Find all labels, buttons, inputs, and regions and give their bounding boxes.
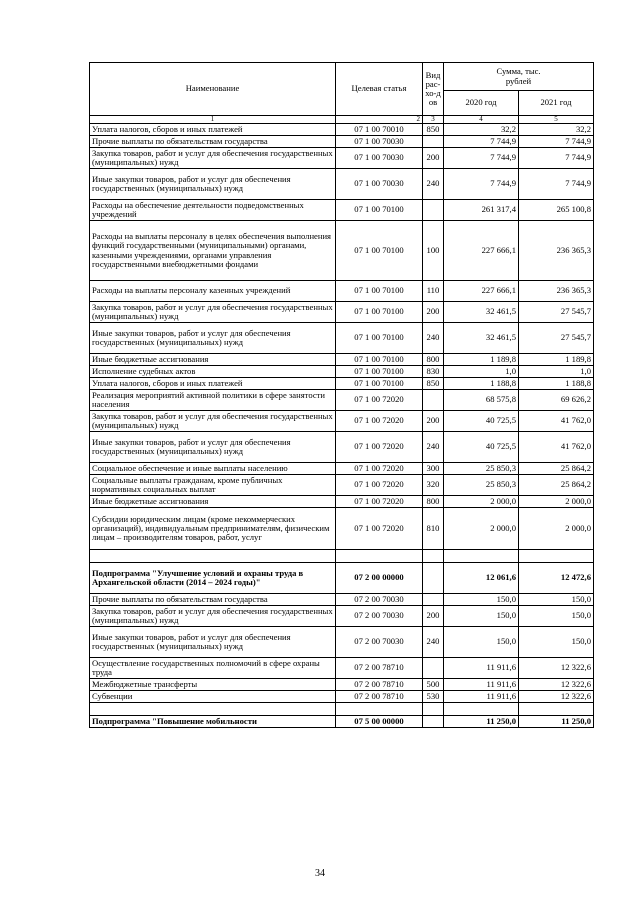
row-expense-kind — [423, 658, 444, 679]
row-amount-2021: 150,0 — [519, 606, 594, 627]
row-amount-2020: 11 911,6 — [444, 691, 519, 703]
row-name: Расходы на выплаты персоналу в целях обеспечения выполнения функций государственными (муниципальными) органами, казенными учреждениями, органами управления государственными внебюджетными фондами — [90, 221, 336, 281]
row-name: Закупка товаров, работ и услуг для обеспечения государственных (муниципальных) нужд — [90, 302, 336, 323]
row-amount-2021: 41 762,0 — [519, 432, 594, 463]
row-amount-2020: 12 061,6 — [444, 563, 519, 594]
row-target-code: 07 1 00 70030 — [336, 169, 423, 200]
table-row — [90, 627, 594, 658]
row-expense-kind: 320 — [423, 475, 444, 496]
row-amount-2020: 32 461,5 — [444, 323, 519, 354]
table-row — [90, 136, 594, 148]
row-target-code: 07 1 00 70100 — [336, 354, 423, 366]
row-amount-2021: 12 322,6 — [519, 658, 594, 679]
row-expense-kind: 200 — [423, 411, 444, 432]
table-body — [90, 124, 594, 728]
row-name: Прочие выплаты по обязательствам государства — [90, 136, 336, 148]
row-amount-2020: 32,2 — [444, 124, 519, 136]
row-amount-2020: 1,0 — [444, 366, 519, 378]
row-target-code: 07 1 00 72020 — [336, 508, 423, 550]
row-amount-2021: 150,0 — [519, 627, 594, 658]
row-name: Закупка товаров, работ и услуг для обеспечения государственных (муниципальных) нужд — [90, 606, 336, 627]
header-target: Целевая статья — [336, 63, 423, 116]
table-row — [90, 124, 594, 136]
row-name: Иные закупки товаров, работ и услуг для обеспечения государственных (муниципальных) нужд — [90, 169, 336, 200]
row-amount-2020: 2 000,0 — [444, 496, 519, 508]
row-target-code: 07 1 00 72020 — [336, 432, 423, 463]
table-row — [90, 594, 594, 606]
row-name: Реализация мероприятий активной политики в сфере занятости населения — [90, 390, 336, 411]
col-number-1: 1 — [90, 116, 336, 124]
row-amount-2021: 7 744,9 — [519, 169, 594, 200]
row-amount-2021: 1,0 — [519, 366, 594, 378]
row-name: Иные закупки товаров, работ и услуг для обеспечения государственных (муниципальных) нужд — [90, 627, 336, 658]
row-amount-2020: 25 850,3 — [444, 463, 519, 475]
row-expense-kind: 200 — [423, 148, 444, 169]
row-amount-2021: 27 545,7 — [519, 323, 594, 354]
row-amount-2020: 1 188,8 — [444, 378, 519, 390]
row-name: Иные бюджетные ассигнования — [90, 354, 336, 366]
table-row — [90, 563, 594, 594]
row-amount-2020: 11 911,6 — [444, 679, 519, 691]
row-amount-2021: 7 744,9 — [519, 148, 594, 169]
blank-cell — [519, 703, 594, 716]
row-amount-2021: 12 322,6 — [519, 691, 594, 703]
row-target-code: 07 2 00 78710 — [336, 679, 423, 691]
row-expense-kind: 530 — [423, 691, 444, 703]
row-target-code: 07 2 00 00000 — [336, 563, 423, 594]
row-amount-2021: 7 744,9 — [519, 136, 594, 148]
row-target-code: 07 1 00 70030 — [336, 148, 423, 169]
row-target-code: 07 1 00 72020 — [336, 475, 423, 496]
row-amount-2020: 150,0 — [444, 627, 519, 658]
row-name: Подпрограмма "Повышение мобильности — [90, 716, 336, 728]
table-row — [90, 411, 594, 432]
blank-cell — [444, 550, 519, 563]
row-name: Иные бюджетные ассигнования — [90, 496, 336, 508]
row-expense-kind: 200 — [423, 302, 444, 323]
table-row — [90, 496, 594, 508]
row-name: Социальные выплаты гражданам, кроме публичных нормативных социальных выплат — [90, 475, 336, 496]
row-target-code: 07 1 00 72020 — [336, 411, 423, 432]
row-amount-2021: 27 545,7 — [519, 302, 594, 323]
header-year-2021: 2021 год — [519, 91, 594, 116]
row-amount-2020: 227 666,1 — [444, 281, 519, 302]
header-row-top — [90, 63, 594, 91]
row-expense-kind: 800 — [423, 496, 444, 508]
row-amount-2020: 25 850,3 — [444, 475, 519, 496]
row-target-code: 07 2 00 70030 — [336, 594, 423, 606]
row-amount-2020: 68 575,8 — [444, 390, 519, 411]
table-row — [90, 390, 594, 411]
table-row — [90, 658, 594, 679]
row-name: Закупка товаров, работ и услуг для обеспечения государственных (муниципальных) нужд — [90, 411, 336, 432]
row-target-code: 07 1 00 70100 — [336, 366, 423, 378]
row-expense-kind: 500 — [423, 679, 444, 691]
table-row — [90, 148, 594, 169]
row-amount-2021: 25 864,2 — [519, 463, 594, 475]
blank-cell — [336, 703, 423, 716]
row-amount-2020: 7 744,9 — [444, 169, 519, 200]
row-expense-kind: 200 — [423, 606, 444, 627]
row-target-code: 07 1 00 70100 — [336, 323, 423, 354]
row-expense-kind — [423, 136, 444, 148]
row-expense-kind: 240 — [423, 432, 444, 463]
row-name: Исполнение судебных актов — [90, 366, 336, 378]
table-row — [90, 378, 594, 390]
row-amount-2021: 1 189,8 — [519, 354, 594, 366]
row-target-code: 07 1 00 70030 — [336, 136, 423, 148]
table-row — [90, 432, 594, 463]
blank-cell — [90, 703, 336, 716]
row-target-code: 07 2 00 70030 — [336, 606, 423, 627]
row-target-code: 07 1 00 72020 — [336, 390, 423, 411]
row-amount-2020: 7 744,9 — [444, 148, 519, 169]
row-expense-kind: 110 — [423, 281, 444, 302]
table-row — [90, 475, 594, 496]
row-name: Иные закупки товаров, работ и услуг для обеспечения государственных (муниципальных) нужд — [90, 432, 336, 463]
header-kind: Вид рас-хо-дов — [423, 63, 444, 116]
blank-cell — [519, 550, 594, 563]
table-row — [90, 200, 594, 221]
blank-cell — [423, 703, 444, 716]
row-amount-2020: 1 189,8 — [444, 354, 519, 366]
budget-table-page — [89, 62, 593, 728]
col-number-5: 5 — [519, 116, 594, 124]
row-amount-2021: 1 188,8 — [519, 378, 594, 390]
row-name: Подпрограмма "Улучшение условий и охраны труда в Архангельской области (2014 – 2024 годы)" — [90, 563, 336, 594]
row-expense-kind: 850 — [423, 124, 444, 136]
row-name: Уплата налогов, сборов и иных платежей — [90, 124, 336, 136]
row-amount-2021: 69 626,2 — [519, 390, 594, 411]
table-row — [90, 354, 594, 366]
table-row — [90, 606, 594, 627]
header-sum: Сумма, тыс. рублей — [444, 63, 594, 91]
table-row — [90, 691, 594, 703]
row-expense-kind: 240 — [423, 323, 444, 354]
row-amount-2020: 32 461,5 — [444, 302, 519, 323]
table-row — [90, 323, 594, 354]
row-target-code: 07 1 00 70100 — [336, 378, 423, 390]
row-amount-2021: 2 000,0 — [519, 508, 594, 550]
row-amount-2021: 12 322,6 — [519, 679, 594, 691]
row-name: Субвенции — [90, 691, 336, 703]
row-amount-2020: 11 250,0 — [444, 716, 519, 728]
table-row — [90, 221, 594, 281]
row-target-code: 07 1 00 70100 — [336, 200, 423, 221]
blank-cell — [336, 550, 423, 563]
row-amount-2021: 236 365,3 — [519, 281, 594, 302]
row-name: Иные закупки товаров, работ и услуг для обеспечения государственных (муниципальных) нужд — [90, 323, 336, 354]
blank-cell — [444, 703, 519, 716]
table-row — [90, 281, 594, 302]
row-target-code: 07 1 00 70100 — [336, 221, 423, 281]
row-amount-2021: 25 864,2 — [519, 475, 594, 496]
row-expense-kind — [423, 200, 444, 221]
row-name: Субсидии юридическим лицам (кроме некоммерческих организаций), индивидуальным предпринимателям, физическим лицам – производителям товаров, работ, услуг — [90, 508, 336, 550]
blank-cell — [423, 550, 444, 563]
blank-cell — [90, 550, 336, 563]
table-row — [90, 508, 594, 550]
row-name: Межбюджетные трансферты — [90, 679, 336, 691]
row-amount-2020: 7 744,9 — [444, 136, 519, 148]
row-amount-2021: 150,0 — [519, 594, 594, 606]
table-row — [90, 169, 594, 200]
row-expense-kind: 240 — [423, 169, 444, 200]
row-amount-2020: 40 725,5 — [444, 432, 519, 463]
row-expense-kind: 810 — [423, 508, 444, 550]
row-expense-kind: 240 — [423, 627, 444, 658]
col-number-2: 2 — [336, 116, 423, 124]
row-amount-2021: 12 472,6 — [519, 563, 594, 594]
row-amount-2020: 40 725,5 — [444, 411, 519, 432]
row-name: Социальное обеспечение и иные выплаты населению — [90, 463, 336, 475]
row-name: Расходы на обеспечение деятельности подведомственных учреждений — [90, 200, 336, 221]
header-row-numbers — [90, 116, 594, 124]
col-number-3: 3 — [423, 116, 444, 124]
row-amount-2021: 236 365,3 — [519, 221, 594, 281]
row-amount-2021: 11 250,0 — [519, 716, 594, 728]
header-year-2020: 2020 год — [444, 91, 519, 116]
row-expense-kind — [423, 716, 444, 728]
blank-row — [90, 703, 594, 716]
row-amount-2020: 261 317,4 — [444, 200, 519, 221]
row-name: Закупка товаров, работ и услуг для обеспечения государственных (муниципальных) нужд — [90, 148, 336, 169]
table-row — [90, 366, 594, 378]
row-amount-2020: 150,0 — [444, 594, 519, 606]
row-target-code: 07 1 00 70100 — [336, 302, 423, 323]
header-name: Наименование — [90, 63, 336, 116]
row-expense-kind — [423, 594, 444, 606]
blank-row — [90, 550, 594, 563]
row-target-code: 07 5 00 00000 — [336, 716, 423, 728]
row-expense-kind: 830 — [423, 366, 444, 378]
row-amount-2020: 227 666,1 — [444, 221, 519, 281]
row-amount-2021: 265 100,8 — [519, 200, 594, 221]
row-expense-kind: 850 — [423, 378, 444, 390]
table-row — [90, 716, 594, 728]
row-target-code: 07 1 00 70010 — [336, 124, 423, 136]
budget-table — [89, 62, 594, 728]
table-row — [90, 302, 594, 323]
row-target-code: 07 1 00 72020 — [336, 463, 423, 475]
row-target-code: 07 1 00 70100 — [336, 281, 423, 302]
row-amount-2021: 2 000,0 — [519, 496, 594, 508]
row-name: Уплата налогов, сборов и иных платежей — [90, 378, 336, 390]
row-amount-2020: 2 000,0 — [444, 508, 519, 550]
table-row — [90, 679, 594, 691]
row-amount-2020: 11 911,6 — [444, 658, 519, 679]
col-number-4: 4 — [444, 116, 519, 124]
row-amount-2020: 150,0 — [444, 606, 519, 627]
row-amount-2021: 32,2 — [519, 124, 594, 136]
row-name: Расходы на выплаты персоналу казенных учреждений — [90, 281, 336, 302]
row-amount-2021: 41 762,0 — [519, 411, 594, 432]
row-expense-kind: 300 — [423, 463, 444, 475]
row-name: Осуществление государственных полномочий в сфере охраны труда — [90, 658, 336, 679]
row-expense-kind — [423, 390, 444, 411]
row-expense-kind — [423, 563, 444, 594]
row-target-code: 07 2 00 78710 — [336, 658, 423, 679]
table-row — [90, 463, 594, 475]
row-target-code: 07 2 00 70030 — [336, 627, 423, 658]
row-expense-kind: 800 — [423, 354, 444, 366]
row-expense-kind: 100 — [423, 221, 444, 281]
row-name: Прочие выплаты по обязательствам государства — [90, 594, 336, 606]
page-number: 34 — [315, 868, 325, 879]
row-target-code: 07 1 00 72020 — [336, 496, 423, 508]
row-target-code: 07 2 00 78710 — [336, 691, 423, 703]
